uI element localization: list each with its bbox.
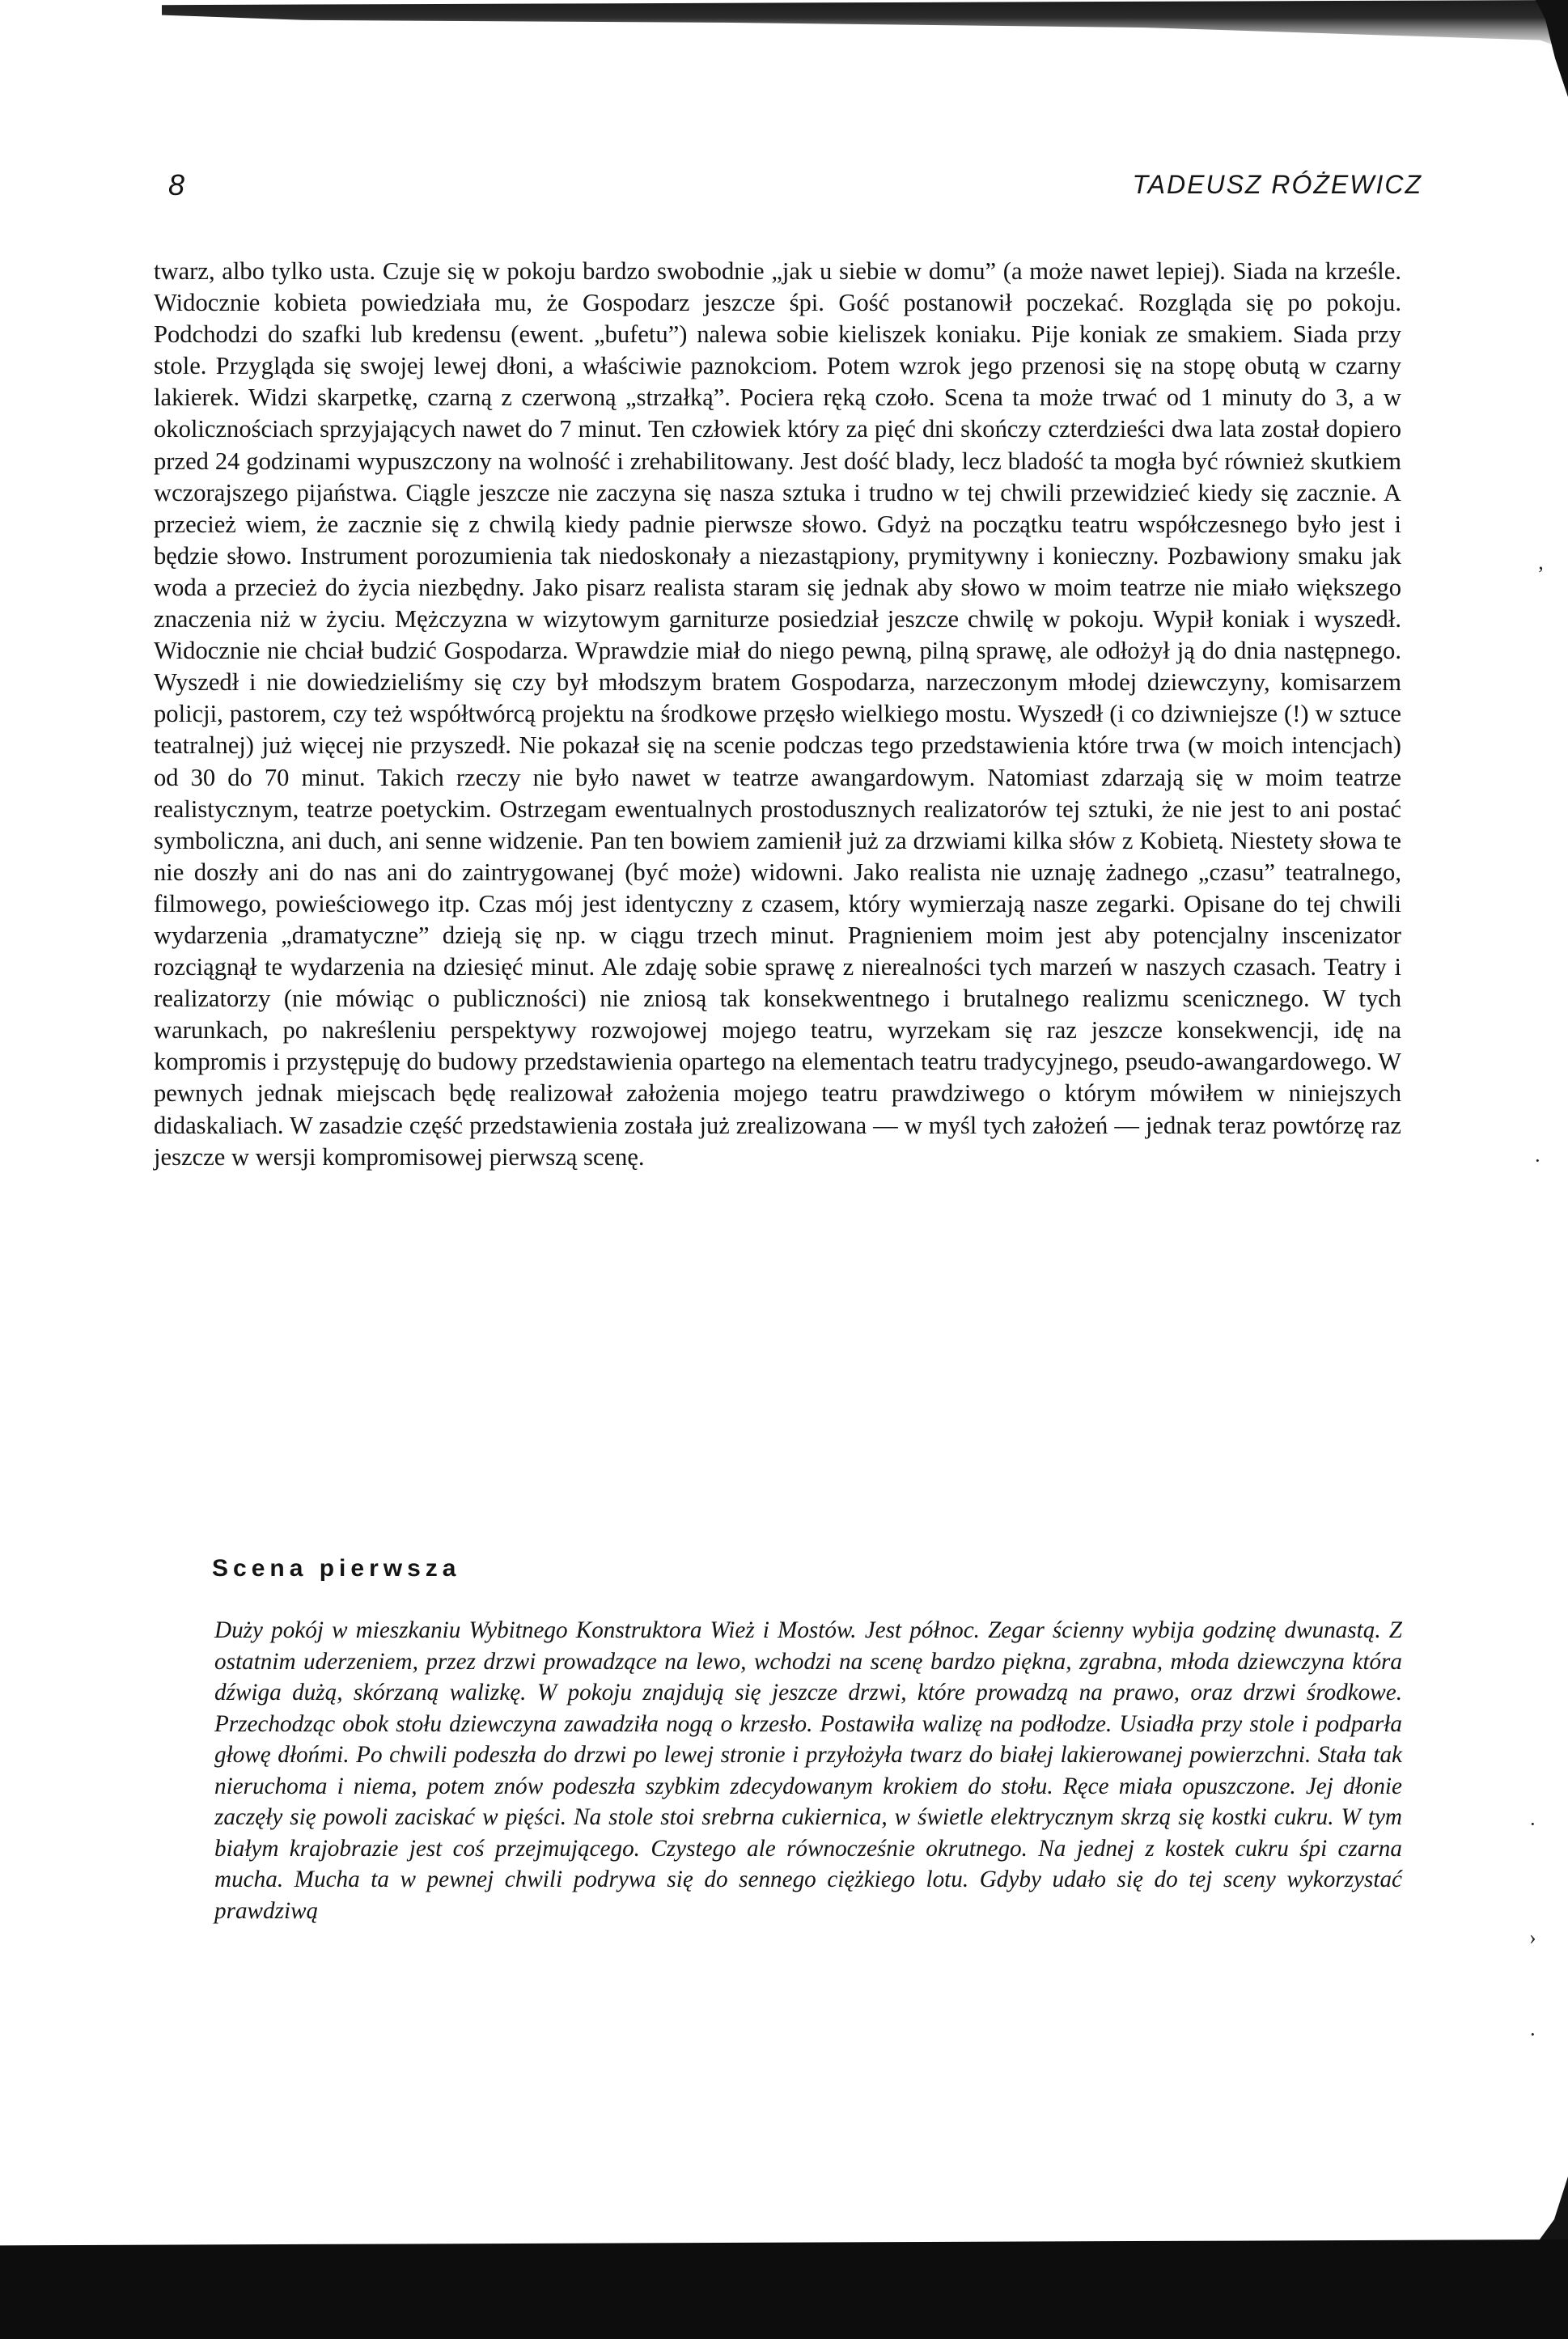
margin-mark: · — [1534, 1149, 1541, 1172]
margin-mark: · — [1529, 2023, 1536, 2046]
running-head: TADEUSZ RÓŻEWICZ — [1132, 170, 1422, 199]
margin-mark: · — [1529, 1812, 1536, 1836]
scan-edge-top — [162, 0, 1568, 50]
intro-paragraph: twarz, albo tylko usta. Czuje się w pokoju bardzo swobodnie „jak u siebie w domu” (a może nawet lepiej). Siada na krześle. Widocznie kobieta powiedziała mu, że Gospodarz jeszcze śpi. Gość postanowił poczekać. Rozgląda się po pokoju. Podchodzi do szafki lub kredensu (ewent. „bufetu”) nalewa sobie kieliszek koniaku. Pije koniak ze smakiem. Siada przy stole. Przygląda się swojej lewej dłoni, a właściwie paznokciom. Potem wzrok jego przenosi się na stopę obutą w czarny lakierek. Widzi skarpetkę, czarną z czerwoną „strzałką”. Pociera ręką czoło. Scena ta może trwać od 1 minuty do 3, a w okolicznościach sprzyjających nawet do 7 minut. Ten człowiek który za pięć dni skończy czterdzieści dwa lata został dopiero przed 24 godzinami wypuszczony na wolność i zrehabilitowany. Jest dość blady, lecz bladość ta mogła być również skutkiem wczorajszego pijaństwa. Ciągle jeszcze nie zaczyna się nasza sztuka i trudno w tej chwili przewidzieć kiedy się zacznie. A przecież wiem, że zacznie się z chwilą kiedy padnie pierwsze słowo. Gdyż na początku teatru współczesnego było jest i będzie słowo. Instrument porozumienia tak niedoskonały a niezastąpiony, prymitywny i konieczny. Pozbawiony smaku jak woda a przecież do życia niezbędny. Jako pisarz realista staram się jednak aby słowo w moim teatrze nie miało większego znaczenia niż w życiu. Mężczyzna w wizytowym garniturze posiedział jeszcze chwilę w pokoju. Wypił koniak i wyszedł. Widocznie nie chciał budzić Gospodarza. Wprawdzie miał do niego pewną, pilną sprawę, ale odłożył ją do dnia następnego. Wyszedł i nie dowiedzieliśmy się czy był młodszym bratem Gospodarza, narzeczonym młodej dziewczyny, komisarzem policji, pastorem, czy też współtwórcą projektu na środkowe przęsło wielkiego mostu. Wyszedł (i co dziwniejsze (!) w sztuce teatralnej) już więcej nie przyszedł. Nie pokazał się na scenie podczas tego przedstawienia które trwa (w moich intencjach) od 30 do 70 minut. Takich rzeczy nie było nawet w teatrze awangardowym. Natomiast zdarzają się w moim teatrze realistycznym, teatrze poetyckim. Ostrzegam ewentualnych prostodusznych realizatorów tej sztuki, że nie jest to ani postać symboliczna, ani duch, ani senne widzenie. Pan ten bowiem zamienił już za drzwiami kilka słów z Kobietą. Niestety słowa te nie doszły ani do nas ani do zaintrygowanej (być może) widowni. Jako realista nie uznaję żadnego „czasu” teatralnego, filmowego, powieściowego itp. Czas mój jest identyczny z czasem, który wymierzają nasze zegarki. Opisane do tej chwili wydarzenia „dramatyczne” dzieją się np. w ciągu trzech minut. Pragnieniem moim jest aby potencjalny inscenizator rozciągnął te wydarzenia na dziesięć minut. Ale zdaję sobie sprawę z nierealności tych marzeń w naszych czasach. Teatry i realizatorzy (nie mówiąc o publiczności) nie zniosą tak konsekwentnego i brutalnego realizmu scenicznego. W tych warunkach, po nakreśleniu perspektywy rozwojowej mojego teatru, wyrzekam się raz jeszcze konsekwencji, idę na kompromis i przystępuję do budowy przedstawienia opartego na elementach teatru tradycyjnego, pseudo-awangardowego. W pewnych jednak miejscach będę realizował założenia mojego teatru prawdziwego o którym mówiłem w niniejszych didaskaliach. W zasadzie część przedstawienia została już zrealizowana — w myśl tych założeń — jednak teraz powtórzę raz jeszcze w wersji kompromisowej pierwszą scenę. — [154, 257, 1401, 1171]
stage-directions: Duży pokój w mieszkaniu Wybitnego Konstruktora Wież i Mostów. Jest północ. Zegar ścienny wybija godzinę dwunastą. Z ostatnim uderzeniem, przez drzwi prowadzące na lewo, wchodzi na scenę bardzo piękna, zgrabna, młoda dziewczyna która dźwiga dużą, skórzaną walizkę. W pokoju znajdują się jeszcze drzwi, które prowadzą na prawo, oraz drzwi środkowe. Przechodząc obok stołu dziewczyna zawadziła nogą o krzesło. Postawiła walizę na podłodze. Usiadła przy stole i podparła głowę dłońmi. Po chwili podeszła do drzwi po lewej stronie i przyłożyła twarz do białej lakierowanej powierzchni. Stała tak nieruchoma i niema, potem znów podeszła szybkim zdecydowanym krokiem do stołu. Ręce miała opuszczone. Jej dłonie zaczęły się powoli zaciskać w pięści. Na stole stoi srebrna cukiernica, w świetle elektrycznym skrzą się kostki cukru. W tym białym krajobrazie jest coś przejmującego. Czystego ale równocześnie okrutnego. Na jednej z kostek cukru śpi czarna mucha. Mucha ta w pewnej chwili podrywa się do sennego ciężkiego lotu. Gdyby udało się do tej sceny wykorzystać prawdziwą — [214, 1617, 1402, 1924]
scene-heading: Scena pierwsza — [212, 1555, 461, 1582]
page-header — [168, 168, 1422, 217]
page-number: 8 — [168, 168, 185, 201]
scan-edge-right — [1537, 2176, 1568, 2243]
margin-mark: › — [1529, 1926, 1536, 1949]
margin-mark: ‚ — [1537, 550, 1545, 574]
scan-edge-bottom — [0, 2239, 1568, 2339]
